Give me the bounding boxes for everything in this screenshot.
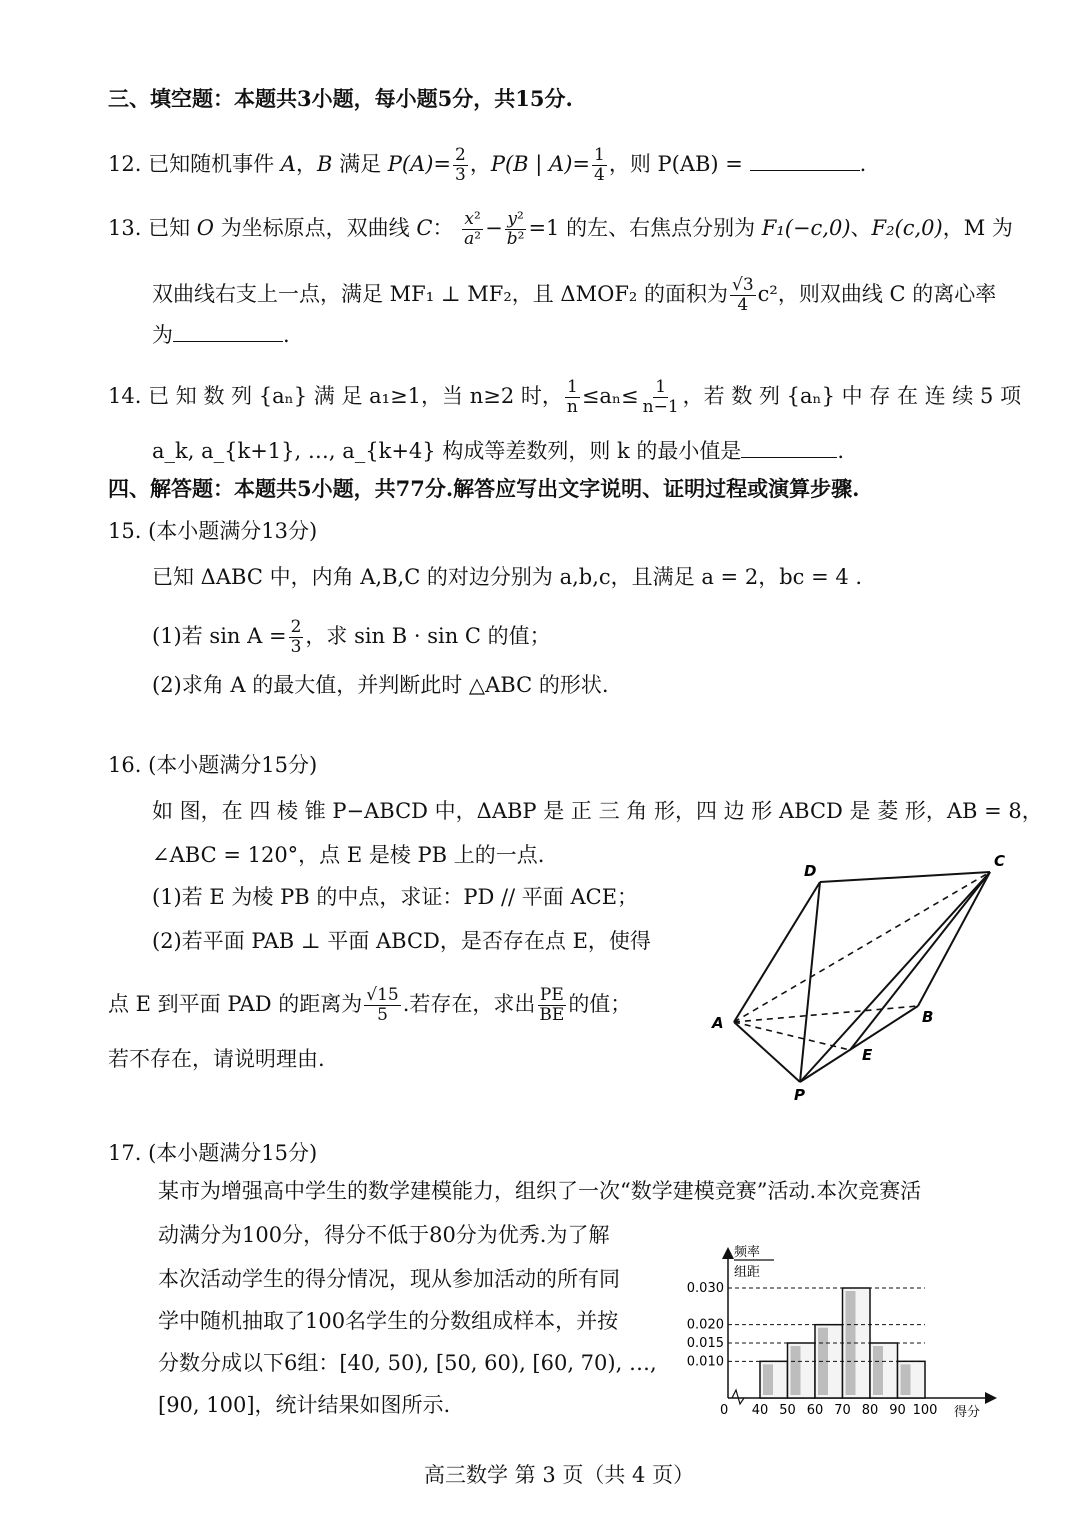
question-16-part-1: (1)若 E 为棱 PB 的中点，求证：PD // 平面 ACE； bbox=[152, 885, 639, 909]
y-tick-label: 0.030 bbox=[686, 1281, 724, 1296]
histogram-bar-shade bbox=[901, 1364, 911, 1395]
question-17-line-3: 本次活动学生的得分情况，现从参加活动的所有同 bbox=[158, 1267, 620, 1291]
q12-pa-fraction: $\frac{2}{3}$ bbox=[455, 145, 466, 185]
edge-AB bbox=[734, 1006, 918, 1022]
axis-break bbox=[732, 1390, 744, 1404]
question-14-line-1: 14. 已 知 数 列 {aₙ} 满 足 a₁≥1，当 n≥2 时， $\frac{1}{n}$ ≤aₙ≤ $\frac{1}{n-1}$ ，若 数 列 {aₙ} 中 存 在 连 续 5 项 bbox=[108, 377, 1022, 417]
question-15-part-1: (1)若 sin A = $\frac{2}{3}$ ，求 sin B · sin C 的值； bbox=[152, 617, 551, 657]
question-17-line-2: 动满分为100分，得分不低于80分为优秀.为了解 bbox=[158, 1223, 610, 1247]
answer-blank bbox=[750, 152, 860, 171]
q12-pba-fraction: $\frac{1}{4}$ bbox=[594, 145, 605, 185]
x-axis-label: 得分 bbox=[954, 1405, 981, 1420]
edge-AP bbox=[734, 1022, 800, 1082]
y-label-bottom: 组距 bbox=[734, 1265, 761, 1280]
question-16-stem-1: 如 图，在 四 棱 锥 P−ABCD 中，ΔABP 是 正 三 角 形，四 边 形 ABCD 是 菱 形，AB = 8， bbox=[152, 799, 1043, 823]
page-footer: 高三数学 第 3 页（共 4 页） bbox=[424, 1463, 695, 1487]
edge-AC bbox=[734, 872, 990, 1022]
question-15-part-2: (2)求角 A 的最大值，并判断此时 △ABC 的形状. bbox=[152, 673, 609, 697]
question-16-head: 16. (本小题满分15分) bbox=[108, 753, 318, 777]
question-17-line-4: 学中随机抽取了100名学生的分数组成样本，并按 bbox=[158, 1309, 619, 1333]
histogram-bar-shade bbox=[763, 1364, 773, 1395]
label-P: P bbox=[794, 1086, 805, 1104]
x-tick-label: 100 bbox=[912, 1403, 938, 1418]
question-17-line-1: 某市为增强高中学生的数学建模能力，组织了一次“数学建模竞赛”活动.本次竞赛活 bbox=[158, 1179, 922, 1203]
question-17-head: 17. (本小题满分15分) bbox=[108, 1141, 318, 1165]
x-tick-label: 70 bbox=[834, 1403, 851, 1418]
label-C: C bbox=[994, 852, 1006, 870]
label-D: D bbox=[804, 862, 817, 880]
edge-PC bbox=[800, 872, 990, 1082]
answer-blank bbox=[741, 439, 837, 458]
answer-blank bbox=[173, 323, 283, 342]
x-tick-label: 60 bbox=[806, 1403, 824, 1418]
edge-DC bbox=[820, 872, 990, 882]
edge-EC bbox=[850, 872, 990, 1050]
histogram-bar-shade bbox=[873, 1346, 883, 1395]
histogram-bar-shade bbox=[791, 1346, 801, 1395]
question-12: 12. 已知随机事件 A，B 满足 P(A)= $\frac{2}{3}$ ，P(B | A)= $\frac{1}{4}$ ，则 P(AB) = . bbox=[108, 145, 867, 185]
frequency-histogram bbox=[676, 1238, 1006, 1424]
x-tick-label: 40 bbox=[751, 1403, 769, 1418]
y-label-top: 频率 bbox=[734, 1245, 761, 1260]
question-16-part-2: (2)若平面 PAB ⊥ 平面 ABCD，是否存在点 E，使得 bbox=[152, 929, 651, 953]
question-16-stem-2: ∠ABC = 120°，点 E 是棱 PB 上的一点. bbox=[152, 843, 545, 867]
y-tick-label: 0.020 bbox=[686, 1317, 724, 1333]
y-tick-label: 0.010 bbox=[686, 1354, 724, 1370]
label-B: B bbox=[922, 1008, 934, 1026]
question-17-line-6: [90, 100]，统计结果如图所示. bbox=[158, 1393, 451, 1417]
label-E: E bbox=[862, 1046, 873, 1064]
q12-number: 12. bbox=[108, 152, 142, 176]
question-14-line-2: a_k, a_{k+1}, …, a_{k+4} 构成等差数列，则 k 的最小值是 . bbox=[152, 439, 845, 463]
question-13-line-1: 13. 已知 O 为坐标原点，双曲线 C： $\frac{\text{x²}}{\text{a²}}$ − $\frac{\text{y²}}{\text{b²}}$ =1 的左、右焦点分别为 F₁(−c,0)、F₂(c,0)，M 为 bbox=[108, 209, 1013, 249]
label-A: A bbox=[712, 1014, 724, 1032]
y-tick-label: 0.015 bbox=[686, 1336, 724, 1351]
x-tick-label: 80 bbox=[861, 1403, 879, 1418]
section-4-heading: 四、解答题：本题共5小题，共77分.解答应写出文字说明、证明过程或演算步骤. bbox=[108, 476, 860, 501]
question-17-line-5: 分数分成以下6组：[40, 50), [50, 60), [60, 70), …, bbox=[158, 1351, 657, 1375]
edge-AE bbox=[734, 1022, 850, 1050]
x-tick-label: 90 bbox=[889, 1403, 906, 1418]
pyramid-figure bbox=[700, 850, 1030, 1110]
question-13-line-2: 双曲线右支上一点，满足 MF₁ ⊥ MF₂，且 ΔMOF₂ 的面积为 $\frac{√3}{4}$ c²，则双曲线 C 的离心率 bbox=[152, 275, 997, 315]
origin-label: 0 bbox=[720, 1403, 729, 1418]
question-16-line-5: 点 E 到平面 PAD 的距离为 $\frac{√15}{5}$ .若存在，求出 $\frac{PE}{BE}$ 的值； bbox=[108, 985, 632, 1025]
section-3-heading: 三、填空题：本题共3小题，每小题5分，共15分. bbox=[108, 86, 573, 111]
x-tick-label: 50 bbox=[779, 1403, 796, 1418]
question-15-stem: 已知 ΔABC 中，内角 A,B,C 的对边分别为 a,b,c，且满足 a = 2，bc = 4 . bbox=[152, 565, 863, 589]
question-15-head: 15. (本小题满分13分) bbox=[108, 519, 318, 543]
question-13-line-3: 为 . bbox=[152, 323, 290, 347]
q13-area-fraction: $\frac{√3}{4}$ bbox=[731, 275, 754, 315]
question-16-line-6: 若不存在，请说明理由. bbox=[108, 1047, 325, 1071]
